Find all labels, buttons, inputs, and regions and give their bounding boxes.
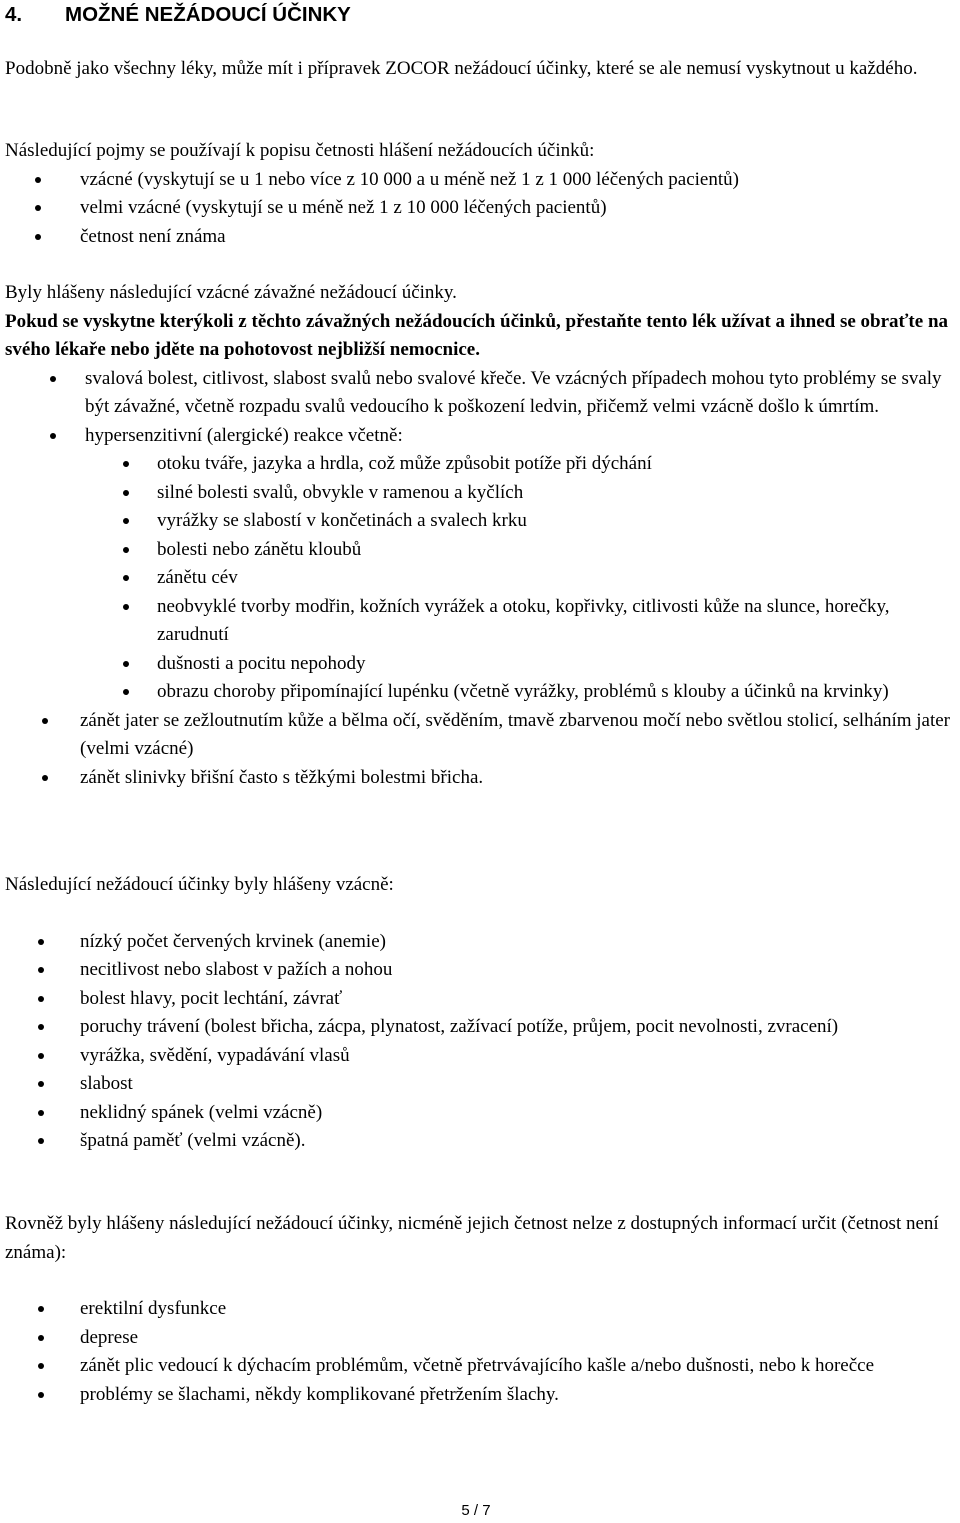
intro-text: Podobně jako všechny léky, může mít i přípravek ZOCOR nežádoucí účinky, které se ale nemusí vyskytnout u každého. <box>5 58 918 79</box>
list-item: poruchy trávení (bolest břicha, zácpa, plynatost, zažívací potíže, průjem, pocit nevolnosti, zvracení) <box>5 1013 957 1042</box>
list-item: vzácné (vyskytují se u 1 nebo více z 10 000 a u méně než 1 z 1 000 léčených pacientů) <box>5 166 957 195</box>
serious-warning: Pokud se vyskytne kterýkoli z těchto závažných nežádoucích účinků, přestaňte tento lék užívat a ihned se obraťte na svého lékaře nebo jděte na pohotovost nejbližší nemocnice. <box>5 310 949 360</box>
list-item: slabost <box>5 1070 957 1099</box>
section-number: 4. <box>5 3 23 26</box>
list-item: nízký počet červených krvinek (anemie) <box>5 928 957 957</box>
serious-more-list <box>5 707 957 793</box>
frequency-list <box>5 166 957 252</box>
serious-section <box>5 279 957 792</box>
list-item: zánět slinivky břišní často s těžkými bolestmi břicha. <box>5 764 957 793</box>
list-item: špatná paměť (velmi vzácně). <box>5 1127 957 1156</box>
frequency-section <box>5 137 957 251</box>
list-item: bolest hlavy, pocit lechtání, závrať <box>5 985 957 1014</box>
list-item: obrazu choroby připomínající lupénku (včetně vyrážky, problémů s klouby a účinků na krvinky) <box>5 678 957 707</box>
list-item: deprese <box>5 1324 957 1353</box>
intro-paragraph <box>5 55 957 84</box>
list-item: četnost není známa <box>5 223 957 252</box>
rare-lead: Následující nežádoucí účinky byly hlášeny vzácně: <box>5 874 394 895</box>
list-item: otoku tváře, jazyka a hrdla, což může způsobit potíže při dýchání <box>5 450 957 479</box>
unknown-list <box>5 1295 957 1409</box>
list-item: velmi vzácné (vyskytují se u méně než 1 z 10 000 léčených pacientů) <box>5 194 957 223</box>
list-item: zánětu cév <box>5 564 957 593</box>
list-item: zánět jater se zežloutnutím kůže a bělma očí, svěděním, tmavě zbarvenou močí nebo světlou stolicí, selháním jater (velmi vzácné) <box>5 707 957 764</box>
list-item: erektilní dysfunkce <box>5 1295 957 1324</box>
unknown-lead: Rovněž byly hlášeny následující nežádoucí účinky, nicméně jejich četnost nelze z dostupných informací určit (četnost není známa): <box>5 1213 939 1263</box>
serious-list <box>5 365 957 451</box>
list-item: zánět plic vedoucí k dýchacím problémům, včetně přetrvávajícího kašle a/nebo dušnosti, nebo k horečce <box>5 1352 957 1381</box>
list-item-hypersensitivity <box>5 422 957 451</box>
frequency-lead: Následující pojmy se používají k popisu četnosti hlášení nežádoucích účinků: <box>5 140 595 161</box>
list-item: neklidný spánek (velmi vzácně) <box>5 1099 957 1128</box>
serious-lead: Byly hlášeny následující vzácné závažné nežádoucí účinky. <box>5 282 457 303</box>
list-item: neobvyklé tvorby modřin, kožních vyrážek a otoku, kopřivky, citlivosti kůže na slunce, horečky, zarudnutí <box>5 593 957 650</box>
list-item: necitlivost nebo slabost v pažích a nohou <box>5 956 957 985</box>
list-item: vyrážky se slabostí v končetinách a svalech krku <box>5 507 957 536</box>
rare-section <box>5 871 957 1156</box>
page-number: 5 / 7 <box>461 1502 491 1519</box>
hypersensitivity-label: hypersenzitivní (alergické) reakce včetně: <box>85 424 403 446</box>
unknown-section <box>5 1210 957 1409</box>
hypersensitivity-list <box>5 450 957 707</box>
list-item: bolesti nebo zánětu kloubů <box>5 536 957 565</box>
list-item: vyrážka, svědění, vypadávání vlasů <box>5 1042 957 1071</box>
list-item: silné bolesti svalů, obvykle v ramenou a kyčlích <box>5 479 957 508</box>
section-heading <box>5 3 351 27</box>
list-item-muscle: svalová bolest, citlivost, slabost svalů nebo svalové křeče. Ve vzácných případech mohou tyto problémy se svaly být závažné, včetně rozpadu svalů vedoucího k poškození ledvin, přičemž velmi vzácně došlo k úmrtím. <box>5 365 957 422</box>
list-item: problémy se šlachami, někdy komplikované přetržením šlachy. <box>5 1381 957 1410</box>
rare-list <box>5 928 957 1156</box>
list-item: dušnosti a pocitu nepohody <box>5 650 957 679</box>
section-title: MOŽNÉ NEŽÁDOUCÍ ÚČINKY <box>65 3 351 26</box>
